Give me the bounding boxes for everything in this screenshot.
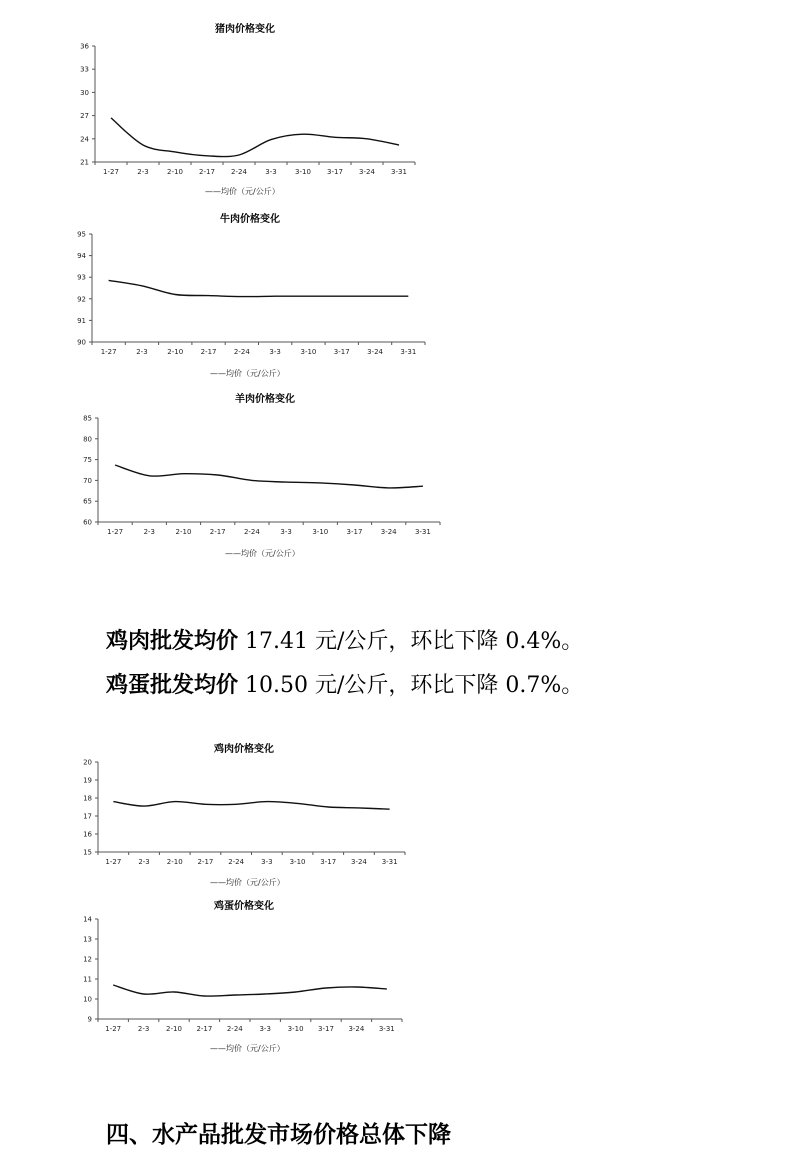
chart4-x-tick-label-0: 1-27 <box>105 1025 122 1033</box>
chart2-y-tick-label-1: 65 <box>83 497 92 506</box>
beef-price-chart <box>60 208 430 383</box>
egg-price-paragraph <box>106 668 583 699</box>
egg-price-lead: 鸡蛋批发均价 <box>106 672 239 698</box>
chart4-x-tick-label-2: 2-10 <box>166 1025 182 1033</box>
chart4-y-tick-label-2: 11 <box>83 975 92 984</box>
chart0-x-tick-label-1: 2-3 <box>137 168 149 176</box>
chart4-x-tick-label-5: 3-3 <box>259 1025 271 1033</box>
chart2-x-tick-label-6: 3-10 <box>312 528 329 536</box>
chart3-y-tick-label-4: 19 <box>83 776 92 785</box>
egg-price-text: 10.50 元/公斤，环比下降 0.7%。 <box>238 673 584 698</box>
chart0-y-tick-label-3: 30 <box>80 88 89 97</box>
chart3-x-tick-label-0: 1-27 <box>105 858 122 866</box>
chart0-x-tick-label-7: 3-17 <box>327 168 343 176</box>
chart3-legend-entry-0: ——均价（元/公斤） <box>210 878 285 887</box>
chart2-x-tick-label-5: 3-3 <box>280 528 292 536</box>
chart2-legend-entry-0: ——均价（元/公斤） <box>225 549 300 558</box>
chicken-price-paragraph <box>106 624 583 655</box>
chart4-x-tick-label-3: 2-17 <box>196 1025 213 1033</box>
chart1-legend-entry-0: ——均价（元/公斤） <box>210 369 285 378</box>
chart1-y-tick-label-0: 90 <box>77 338 86 347</box>
chart0-x-tick-label-3: 2-17 <box>199 168 215 176</box>
mutton-price-chart <box>60 390 445 565</box>
chart4-y-tick-label-3: 12 <box>83 955 92 964</box>
chart3-y-tick-label-1: 16 <box>83 830 92 839</box>
chart3-x-tick-label-5: 3-3 <box>261 858 273 866</box>
chart0-title: 猪肉价格变化 <box>215 24 275 35</box>
chart3-x-tick-label-2: 2-10 <box>166 858 183 866</box>
chart4-x-tick-label-9: 3-31 <box>378 1025 395 1033</box>
chart1-x-tick-label-3: 2-17 <box>200 348 217 356</box>
chart1-x-tick-label-0: 1-27 <box>100 348 117 356</box>
chart3-title: 鸡肉价格变化 <box>214 744 274 755</box>
chart1-y-tick-label-3: 93 <box>77 273 86 282</box>
chart4-title: 鸡蛋价格变化 <box>214 901 274 912</box>
chart1-x-tick-label-7: 3-17 <box>333 348 350 356</box>
chart1-y-tick-label-2: 92 <box>77 295 86 304</box>
chart0-x-tick-label-4: 2-24 <box>231 168 247 176</box>
chart3-x-tick-label-4: 2-24 <box>228 858 245 866</box>
chart0-x-tick-label-9: 3-31 <box>391 168 407 176</box>
chart2-x-tick-label-0: 1-27 <box>107 528 124 536</box>
chart4-series-line-0 <box>113 985 387 996</box>
chicken-price-chart-svg <box>60 740 410 892</box>
chart0-y-tick-label-2: 27 <box>80 112 89 121</box>
chart2-y-tick-label-0: 60 <box>83 518 92 527</box>
chart3-series-line-0 <box>113 802 389 810</box>
chart0-y-tick-label-4: 33 <box>80 65 89 74</box>
chart1-x-tick-label-1: 2-3 <box>136 348 148 356</box>
chicken-price-lead: 鸡肉批发均价 <box>106 628 239 654</box>
chart2-y-tick-label-2: 70 <box>83 476 92 485</box>
chart3-x-tick-label-6: 3-10 <box>289 858 306 866</box>
chart1-series-line-0 <box>109 280 409 296</box>
pork-price-chart <box>60 18 420 203</box>
chicken-price-text: 17.41 元/公斤，环比下降 0.4%。 <box>238 629 584 654</box>
chart0-y-tick-label-1: 24 <box>80 135 89 144</box>
chart1-x-tick-label-5: 3-3 <box>269 348 281 356</box>
chart0-x-tick-label-8: 3-24 <box>359 168 375 176</box>
chart0-legend-entry-0: ——均价（元/公斤） <box>205 187 280 196</box>
chart3-x-tick-label-9: 3-31 <box>381 858 398 866</box>
chart2-x-tick-label-4: 2-24 <box>243 528 260 536</box>
chart2-x-tick-label-3: 2-17 <box>209 528 226 536</box>
mutton-price-chart-svg <box>60 390 445 565</box>
chart1-y-tick-label-1: 91 <box>77 316 86 325</box>
chart3-y-tick-label-0: 15 <box>83 848 92 857</box>
chart3-x-tick-label-3: 2-17 <box>197 858 214 866</box>
chart1-y-tick-label-5: 95 <box>77 230 86 239</box>
chicken-price-chart <box>60 740 410 892</box>
chart0-y-tick-label-5: 36 <box>80 42 89 51</box>
chart1-x-tick-label-4: 2-24 <box>233 348 250 356</box>
chart1-x-tick-label-9: 3-31 <box>400 348 417 356</box>
chart0-series-line-0 <box>111 118 399 157</box>
section-heading: 四、水产品批发市场价格总体下降 <box>106 1122 451 1148</box>
chart4-y-tick-label-0: 9 <box>87 1015 92 1024</box>
chart2-y-tick-label-4: 80 <box>83 435 92 444</box>
chart2-y-tick-label-5: 85 <box>83 414 92 423</box>
chart3-y-tick-label-5: 20 <box>83 758 92 767</box>
chart3-x-tick-label-7: 3-17 <box>320 858 337 866</box>
chart3-x-tick-label-1: 2-3 <box>138 858 150 866</box>
chart4-legend-entry-0: ——均价（元/公斤） <box>210 1044 285 1053</box>
chart2-x-tick-label-1: 2-3 <box>143 528 156 536</box>
chart1-x-tick-label-2: 2-10 <box>167 348 184 356</box>
chart0-y-tick-label-0: 21 <box>80 158 89 167</box>
chart0-x-tick-label-5: 3-3 <box>265 168 277 176</box>
chart4-x-tick-label-8: 3-24 <box>348 1025 365 1033</box>
chart4-y-tick-label-4: 13 <box>83 935 92 944</box>
egg-price-chart <box>60 895 410 1057</box>
chart2-x-tick-label-2: 2-10 <box>175 528 192 536</box>
egg-price-chart-svg <box>60 895 410 1057</box>
chart2-x-tick-label-8: 3-24 <box>380 528 397 536</box>
chart0-x-tick-label-0: 1-27 <box>103 168 119 176</box>
chart3-y-tick-label-2: 17 <box>83 812 92 821</box>
chart2-y-tick-label-3: 75 <box>83 456 92 465</box>
beef-price-chart-svg <box>60 208 430 383</box>
chart4-y-tick-label-1: 10 <box>83 995 92 1004</box>
chart1-y-tick-label-4: 94 <box>77 252 86 261</box>
chart2-x-tick-label-7: 3-17 <box>346 528 363 536</box>
chart4-x-tick-label-4: 2-24 <box>226 1025 243 1033</box>
chart2-series-line-0 <box>115 465 423 488</box>
chart0-x-tick-label-2: 2-10 <box>167 168 183 176</box>
chart0-x-tick-label-6: 3-10 <box>295 168 311 176</box>
chart3-x-tick-label-8: 3-24 <box>351 858 367 866</box>
chart4-y-tick-label-5: 14 <box>83 915 92 924</box>
chart2-x-tick-label-9: 3-31 <box>414 528 431 536</box>
chart3-y-tick-label-3: 18 <box>83 794 92 803</box>
chart2-title: 羊肉价格变化 <box>235 394 295 405</box>
pork-price-chart-svg <box>60 18 420 203</box>
chart4-x-tick-label-7: 3-17 <box>318 1025 334 1033</box>
chart1-x-tick-label-6: 3-10 <box>300 348 317 356</box>
chart4-x-tick-label-1: 2-3 <box>137 1025 150 1033</box>
chart1-x-tick-label-8: 3-24 <box>367 348 383 356</box>
chart4-x-tick-label-6: 3-10 <box>287 1025 304 1033</box>
chart1-title: 牛肉价格变化 <box>220 214 280 225</box>
